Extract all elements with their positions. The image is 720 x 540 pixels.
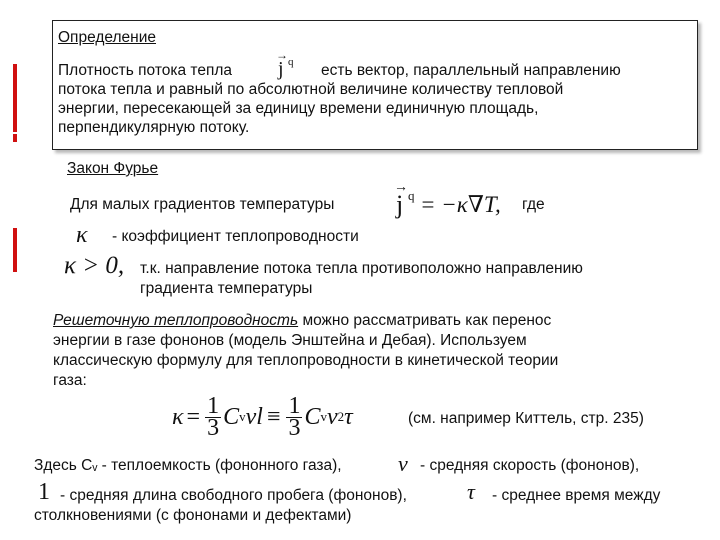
lattice-line-3: классическую формулу для теплопроводности в кинетической теории	[53, 352, 559, 369]
definition-line-4: перпендикулярную потоку.	[58, 119, 250, 136]
accent-bar-top	[13, 64, 17, 132]
v-description: - средняя скорость (фононов),	[420, 457, 640, 474]
formula-l: l	[256, 403, 263, 430]
symbol-j: j	[396, 190, 404, 219]
definition-line-1a: Плотность потока тепла	[58, 62, 233, 79]
formula-rhs: = −κ∇T,	[420, 192, 501, 217]
reference-text: (см. например Киттель, стр. 235)	[408, 410, 644, 427]
formula-tau: τ	[344, 403, 353, 430]
kappa-positive: κ > 0,	[64, 252, 125, 279]
tau-description: - среднее время между	[492, 487, 661, 504]
symbol-j: j	[278, 58, 284, 80]
lattice-line-2: энергии в газе фононов (модель Энштейна и Дебая). Используем	[53, 332, 527, 349]
definition-line-3: энергии, пересекающей за единицу времени единичную площадь,	[58, 100, 539, 117]
fourier-formula	[390, 182, 520, 218]
lattice-line-4: газа:	[53, 372, 87, 389]
accent-bar-mid	[13, 134, 17, 142]
lattice-line-1	[53, 311, 551, 330]
fourier-condition: Для малых градиентов температуры	[70, 196, 335, 213]
symbol-q: q	[408, 188, 415, 203]
formula-equiv: ≡	[266, 403, 281, 430]
symbol-q: q	[288, 56, 294, 68]
l-description: - средняя длина свободного пробега (фононов),	[60, 487, 407, 504]
definition-line-1b: есть вектор, параллельный направлению	[321, 62, 621, 79]
vector-arrow: →	[276, 48, 288, 62]
reason-line-1: т.к. направление потока тепла противоположно направлению	[140, 260, 583, 277]
vector-arrow: →	[394, 180, 408, 195]
definition-line-2: потока тепла и равный по абсолютной величине количеству тепловой	[58, 81, 564, 98]
formula-v: v	[245, 403, 257, 430]
formula-v-2: v	[326, 403, 338, 430]
accent-bar-bottom	[13, 228, 17, 272]
formula-eq-1: =	[186, 403, 201, 430]
legend-last-line: столкновениями (с фононами и дефектами)	[34, 507, 352, 524]
formula-kappa: κ	[172, 403, 184, 430]
lattice-line-1-rest: можно рассматривать как перенос	[302, 312, 552, 329]
v-symbol: v	[398, 451, 408, 476]
heat-flux-symbol	[274, 50, 314, 80]
fraction-one-third-2: $\frac{1}{3}$	[288, 392, 301, 441]
definition-heading: Определение	[58, 29, 157, 46]
kinetic-formula: κ = $\frac{1}{3}$ C v v l ≡ $\frac{1}{3}$ C v v 2 τ	[172, 392, 353, 441]
tau-symbol: τ	[467, 479, 475, 504]
formula-C: C	[223, 403, 240, 430]
reason-line-2: градиента температуры	[140, 280, 313, 297]
lattice-term: Решеточную теплопроводность	[53, 312, 299, 329]
kappa-description: - коэффициент теплопроводности	[112, 228, 359, 245]
l-symbol: 1	[38, 479, 50, 505]
formula-C-2: C	[304, 403, 321, 430]
fraction-one-third: $\frac{1}{3}$	[207, 392, 220, 441]
where-word: где	[522, 196, 545, 213]
kappa-symbol: κ	[76, 222, 88, 248]
cv-description: Здесь Cᵥ - теплоемкость (фононного газа),	[34, 457, 342, 474]
fourier-heading: Закон Фурье	[67, 160, 159, 177]
